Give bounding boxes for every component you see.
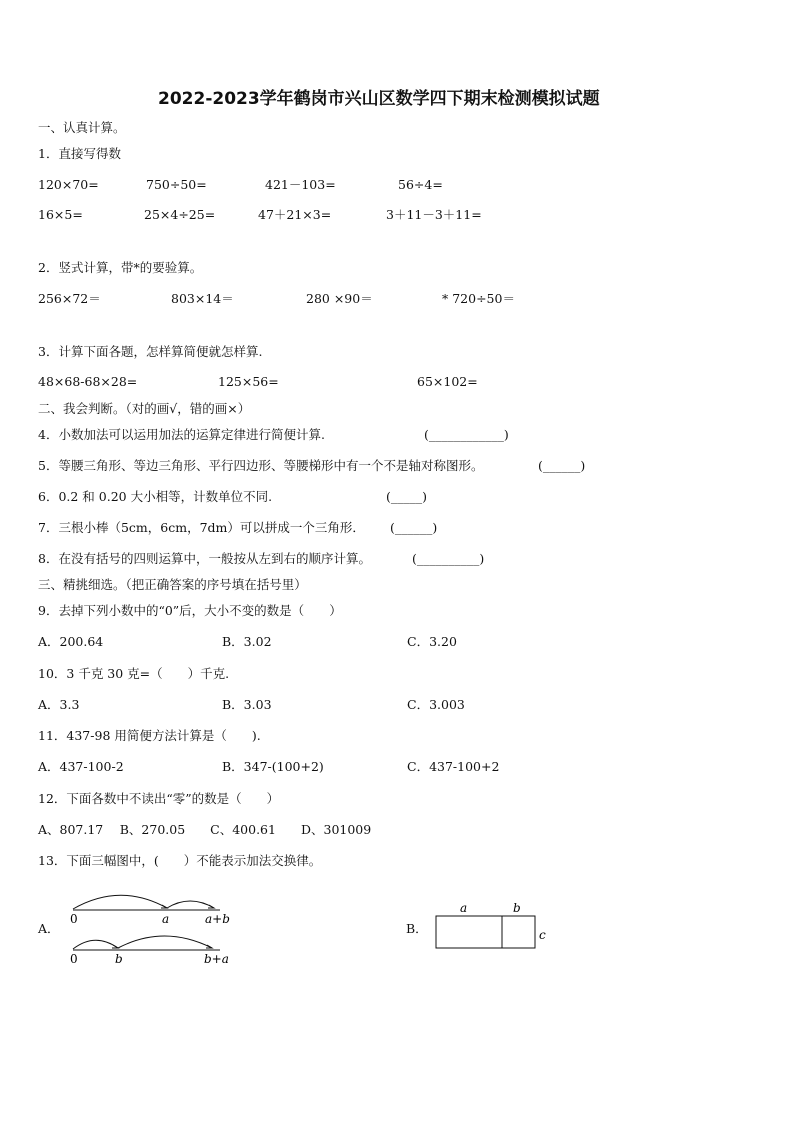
option-c[interactable]: C．437-100+2 <box>407 759 500 774</box>
option-a[interactable]: A．3.3 <box>38 697 80 712</box>
q2-item: * 720÷50＝ <box>442 291 515 306</box>
label-b: b <box>115 952 123 966</box>
judge-item-6: 6．0.2 和 0.20 大小相等，计数单位不同. <box>38 489 273 504</box>
q1-item: 47＋21×3= <box>258 207 332 222</box>
q2-item: 256×72＝ <box>38 291 101 306</box>
question-12-stem: 12．下面各数中不读出“零”的数是（ ） <box>38 791 280 806</box>
q1-item: 3＋11－3＋11= <box>386 207 482 222</box>
question-3-stem: 3．计算下面各题，怎样算简便就怎样算. <box>38 344 263 359</box>
q1-item: 16×5= <box>38 207 83 222</box>
q1-item: 56÷4= <box>398 177 443 192</box>
answer-blank-6[interactable]: (_____) <box>386 489 428 504</box>
q1-item: 25×4÷25= <box>144 207 216 222</box>
option-b[interactable]: B．347-(100+2) <box>222 759 324 774</box>
number-line-figure <box>60 886 240 970</box>
answer-blank-7[interactable]: (______) <box>390 520 438 535</box>
label-b-plus-a: b+a <box>204 952 229 966</box>
question-9-stem: 9．去掉下列小数中的“0”后，大小不变的数是（ ） <box>38 603 342 618</box>
rectangle-figure <box>430 898 560 954</box>
label-a: a <box>460 901 468 915</box>
q1-item: 750÷50= <box>146 177 207 192</box>
option-b-label[interactable]: B． <box>406 921 428 936</box>
q3-item: 48×68-68×28= <box>38 374 138 389</box>
label-zero: 0 <box>70 952 78 966</box>
answer-blank-8[interactable]: (__________) <box>412 551 485 566</box>
answer-blank-4[interactable]: (____________) <box>424 427 509 442</box>
question-13-stem: 13．下面三幅图中，( ）不能表示加法交换律。 <box>38 853 322 868</box>
section-heading-3: 三、精挑细选。（把正确答案的序号填在括号里） <box>38 577 307 592</box>
option-a[interactable]: A．200.64 <box>38 634 104 649</box>
judge-item-5: 5．等腰三角形、等边三角形、平行四边形、等腰梯形中有一个不是轴对称图形。 <box>38 458 484 473</box>
section-heading-2: 二、我会判断。（对的画√，错的画×） <box>38 401 251 416</box>
label-c: c <box>539 928 546 942</box>
option-a-label[interactable]: A． <box>38 921 60 936</box>
judge-item-8: 8．在没有括号的四则运算中，一般按从左到右的顺序计算。 <box>38 551 371 566</box>
q1-item: 120×70= <box>38 177 99 192</box>
section-heading-1: 一、认真计算。 <box>38 120 126 135</box>
q3-item: 65×102= <box>417 374 478 389</box>
answer-blank-5[interactable]: (______) <box>538 458 586 473</box>
q2-item: 803×14＝ <box>171 291 234 306</box>
option-b[interactable]: B．3.02 <box>222 634 272 649</box>
options-row[interactable]: A、807.17 B、270.05 C、400.61 D、301009 <box>38 822 372 837</box>
q1-item: 421－103= <box>265 177 336 192</box>
label-b: b <box>513 901 521 915</box>
label-zero: 0 <box>70 912 78 926</box>
option-c[interactable]: C．3.20 <box>407 634 457 649</box>
question-2-stem: 2．竖式计算，带*的要验算。 <box>38 260 203 275</box>
option-a[interactable]: A．437-100-2 <box>38 759 124 774</box>
option-c[interactable]: C．3.003 <box>407 697 465 712</box>
judge-item-4: 4．小数加法可以运用加法的运算定律进行简便计算. <box>38 427 325 442</box>
judge-item-7: 7．三根小棒（5cm，6cm，7dm）可以拼成一个三角形． <box>38 520 365 535</box>
q2-item: 280 ×90＝ <box>306 291 373 306</box>
q3-item: 125×56= <box>218 374 279 389</box>
question-1-stem: 1．直接写得数 <box>38 146 121 161</box>
question-10-stem: 10．3 千克 30 克=（ ）千克. <box>38 666 230 681</box>
question-11-stem: 11．437-98 用简便方法计算是（ ). <box>38 728 261 743</box>
option-b[interactable]: B．3.03 <box>222 697 272 712</box>
label-a: a <box>162 912 170 926</box>
page-title: 2022-2023学年鹤岗市兴山区数学四下期末检测模拟试题 <box>158 89 600 109</box>
label-a-plus-b: a+b <box>205 912 230 926</box>
